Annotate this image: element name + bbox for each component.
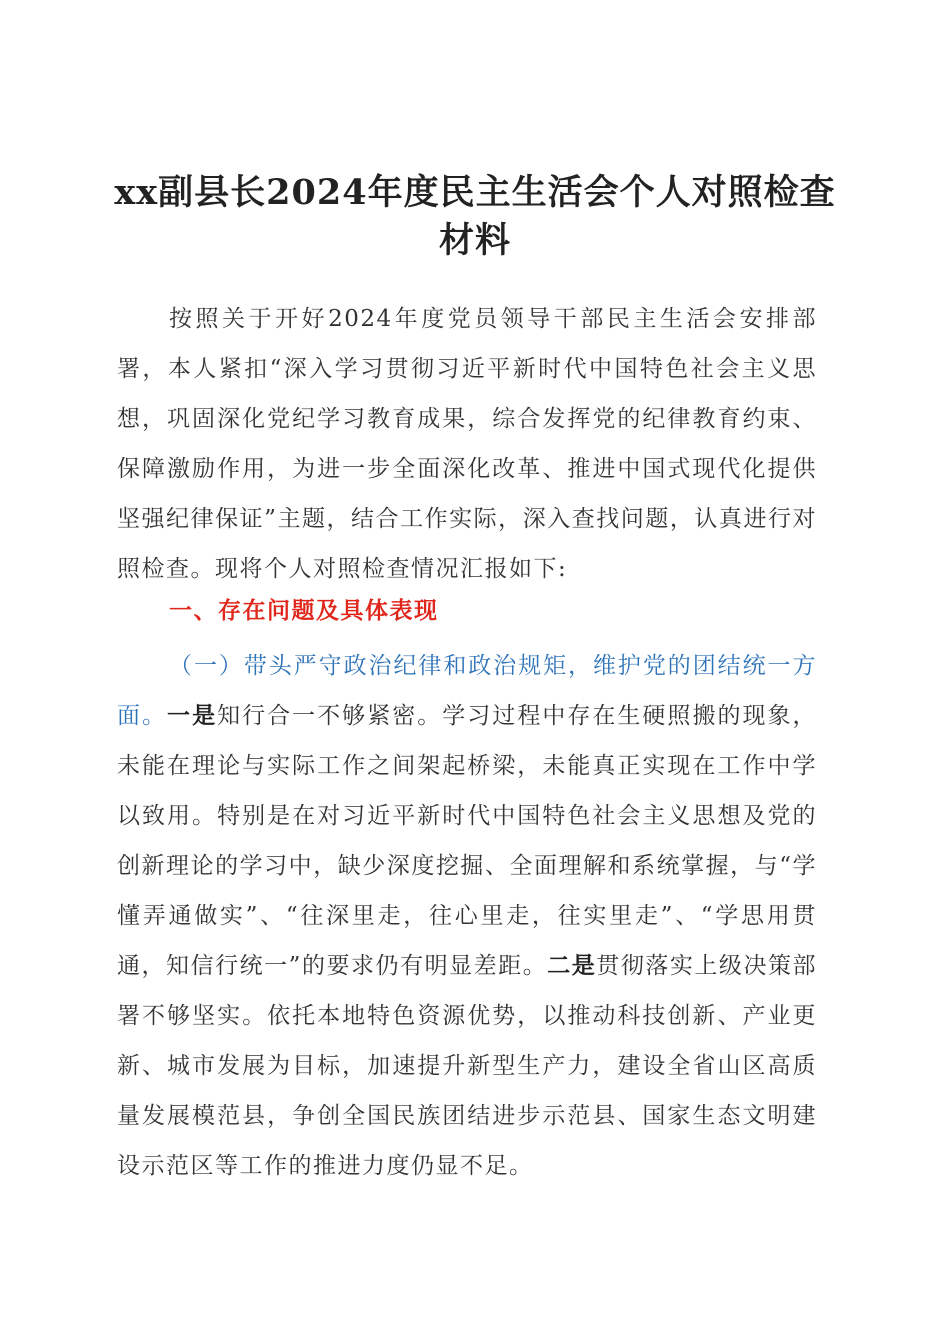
point-text-2: 贯彻落实上级决策部署不够坚实。依托本地特色资源优势，以推动科技创新、产业更新、城市发展为目标，加速提升新型生产力，建设全省山区高质量发展模范县，争创全国民族团结进步示范县、国家生态文明建设示范区等工作的推进力度仍显不足。 (117, 953, 818, 1179)
subsection-paragraph (117, 641, 817, 1191)
point-text-1: 知行合一不够紧密。学习过程中存在生硬照搬的现象，未能在理论与实际工作之间架起桥梁，未能真正实现在工作中学以致用。特别是在对习近平新时代中国特色社会主义思想及党的创新理论的学习中，缺少深度挖掘、全面理解和系统掌握，与“学懂弄通做实”、“往深里走，往心里走，往实里走”、“学思用贯通，知信行统一”的要求仍有明显差距。 (117, 703, 818, 979)
subsection-heading: （一）带头严守政治纪律和政治规矩，维护党的团结统一方面。 (117, 653, 817, 729)
document-title-continued: 材料 (438, 220, 511, 261)
document-title: xx副县长2024年度民主生活会个人对照检查 (114, 172, 836, 213)
point-label-2: 二是 (547, 952, 597, 979)
point-label-1: 一是 (167, 702, 218, 729)
intro-paragraph: 按照关于开好2024年度党员领导干部民主生活会安排部署，本人紧扣“深入学习贯彻习近平新时代中国特色社会主义思想，巩固深化党纪学习教育成果，综合发挥党的纪律教育约束、保障激励作用，为进一步全面深化改革、推进中国式现代化提供坚强纪律保证”主题，结合工作实际，深入查找问题，认真进行对照检查。现将个人对照检查情况汇报如下: (117, 306, 817, 582)
section-heading: 一、存在问题及具体表现 (169, 598, 439, 624)
